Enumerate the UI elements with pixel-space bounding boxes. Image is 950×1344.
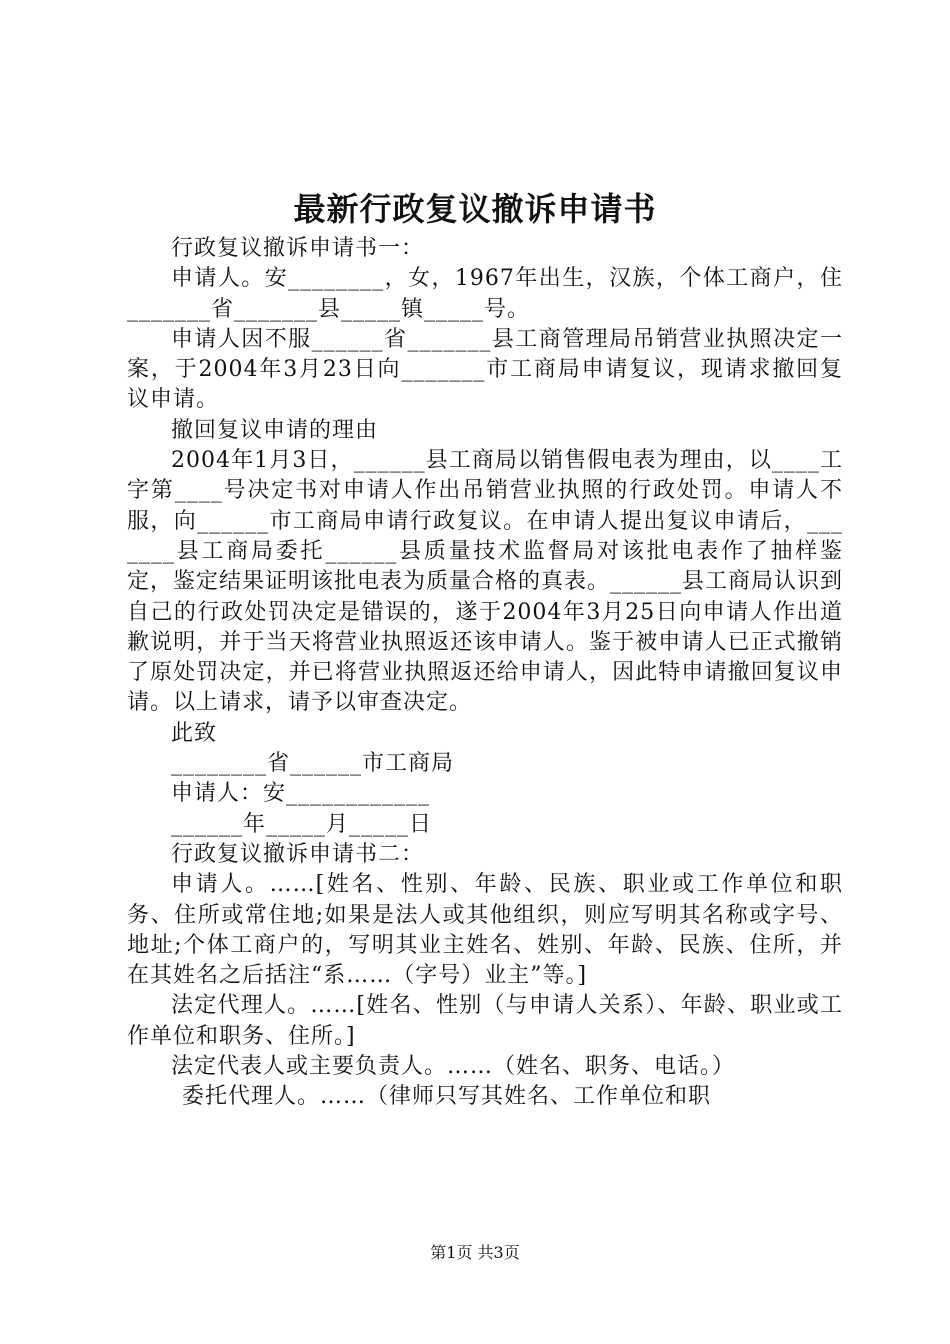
paragraph-applicant-template: 申请人。……[姓名、性别、年龄、民族、职业或工作单位和职务、住所或常住地;如果是法人或其他组织，则应写明其名称或字号、地址;个体工商户的，写明其业主姓名、姓别、年龄、民族、住所，并在其姓名之后括注“系……（字号）业主”等。] [127,872,843,989]
paragraph-legal-agent: 法定代理人。……[姓名、性别（与申请人关系）、年龄、职业或工作单位和职务、住所。] [127,993,843,1049]
paragraph-legal-representative: 法定代表人或主要负责人。……（姓名、职务、电话。） [171,1054,736,1080]
section-heading-reason: 撤回复议申请的理由 [171,417,379,443]
document-body [127,234,843,1113]
date-line: ______年_____月_____日 [171,811,433,837]
section-heading-two: 行政复议撤诉申请书二： [171,841,425,867]
paragraph-reason: 2004年1月3日，______县工商局以销售假电表为理由，以____工字第____号决定书对申请人作出吊销营业执照的行政处罚。申请人不服，向______市工商局申请行政复议。在申请人提出复议申请后，_______县工商局委托______县质量技术监督局对该批电表作了抽样鉴定，鉴定结果证明该批电表为质量合格的真表。______县工商局认识到自己的行政处罚决定是错误的，遂于2004年3月25日向申请人作出道歉说明，并于当天将营业执照返还该申请人。鉴于被申请人已正式撤销了原处罚决定，并已将营业执照返还给申请人，因此特申请撤回复议申请。以上请求，请予以审查决定。 [127,448,844,716]
paragraph-request: 申请人因不服______省_______县工商管理局吊销营业执照决定一案，于2004年3月23日向_______市工商局申请复议，现请求撤回复议申请。 [127,326,843,413]
page-footer: 第1页 共3页 [430,1243,520,1262]
section-heading-one: 行政复议撤诉申请书一： [171,236,425,261]
recipient-line: ________省______市工商局 [171,751,455,777]
signature-line: 申请人：安____________ [171,781,431,807]
document-title: 最新行政复议撤诉申请书 [293,190,657,228]
salutation: 此致 [171,720,218,746]
paragraph-applicant: 申请人。安________，女，1967年出生，汉族，个体工商户，住_______省_______县_____镇_____号。 [127,266,843,322]
paragraph-entrusted-agent: 委托代理人。……（律师只写其姓名、工作单位和职 [182,1084,712,1110]
